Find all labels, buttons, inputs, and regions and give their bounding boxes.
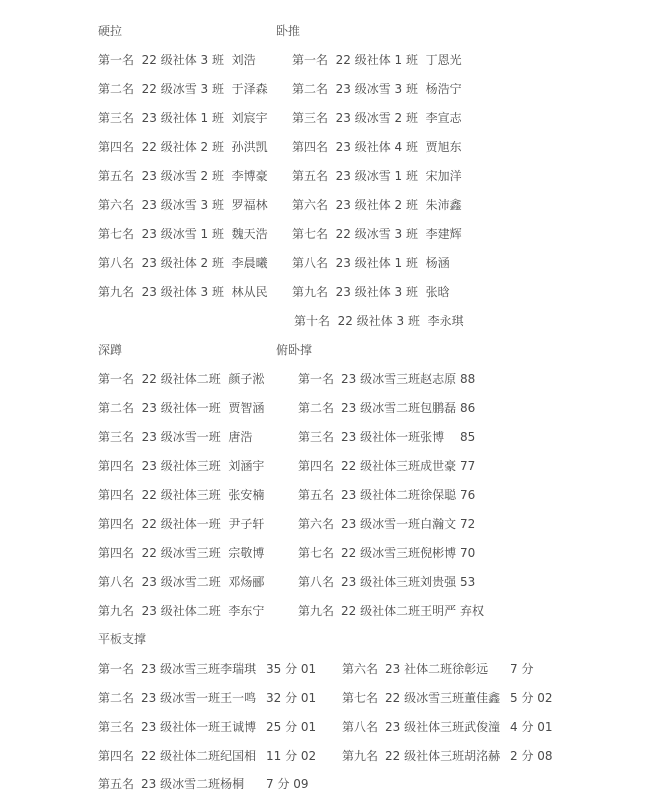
deadlift-row: 第九名 23 级社体 3 班 林从民 [98, 285, 268, 299]
plank-entry: 23 级社体一班王诚博 [141, 720, 257, 734]
plank-entry: 22 级社体三班胡洺赫 [385, 749, 501, 763]
squat-row: 第九名 23 级社体二班 李东宁 [98, 604, 265, 618]
plank-entry: 23 社体二班徐彰远 [385, 662, 489, 676]
deadlift-row: 第三名 23 级社体 1 班 刘宸宇 [98, 111, 268, 125]
plank-entry: 22 级冰雪三班董佳鑫 [385, 691, 501, 705]
plank-entry: 23 级社体三班武俊潼 [385, 720, 501, 734]
plank-rank: 第六名 [342, 662, 379, 676]
deadlift-row: 第四名 22 级社体 2 班 孙洪凯 [98, 140, 268, 154]
benchpress-row: 第六名 23 级社体 2 班 朱沛鑫 [292, 198, 462, 212]
plank-time: 32 分 01 [266, 691, 317, 705]
pushup-score: 88 [460, 372, 476, 386]
plank-rank: 第三名 [98, 720, 135, 734]
pushup-entry: 23 级冰雪一班白瀚文 [341, 517, 457, 531]
plank-entry: 23 级冰雪一班王一鸣 [141, 691, 257, 705]
plank-time: 7 分 09 [266, 777, 309, 791]
section-title-squat: 深蹲 [98, 343, 123, 357]
section-title-pushup: 俯卧撑 [276, 343, 313, 357]
pushup-rank: 第一名 [298, 372, 335, 386]
plank-entry: 23 级冰雪二班杨桐 [141, 777, 245, 791]
pushup-score: 76 [460, 488, 476, 502]
deadlift-row: 第五名 23 级冰雪 2 班 李博豪 [98, 169, 268, 183]
plank-rank: 第二名 [98, 691, 135, 705]
plank-time: 4 分 01 [510, 720, 553, 734]
plank-rank: 第一名 [98, 662, 135, 676]
pushup-rank: 第四名 [298, 459, 335, 473]
plank-time: 7 分 [510, 662, 534, 676]
plank-rank: 第七名 [342, 691, 379, 705]
plank-rank: 第八名 [342, 720, 379, 734]
plank-entry: 22 级社体二班纪国相 [141, 749, 257, 763]
pushup-score: 弃权 [460, 604, 485, 618]
pushup-entry: 22 级社体二班王明严 [341, 604, 457, 618]
pushup-score: 72 [460, 517, 476, 531]
pushup-score: 85 [460, 430, 476, 444]
squat-row: 第四名 23 级社体三班 刘涵宇 [98, 459, 265, 473]
pushup-entry: 23 级社体二班徐保聪 [341, 488, 457, 502]
deadlift-row: 第七名 23 级冰雪 1 班 魏天浩 [98, 227, 268, 241]
pushup-rank: 第八名 [298, 575, 335, 589]
benchpress-row: 第四名 23 级社体 4 班 贾旭东 [292, 140, 462, 154]
pushup-score: 86 [460, 401, 476, 415]
benchpress-row: 第七名 22 级冰雪 3 班 李建辉 [292, 227, 462, 241]
deadlift-row: 第八名 23 级社体 2 班 李晨曦 [98, 256, 268, 270]
pushup-entry: 22 级冰雪三班倪彬博 [341, 546, 457, 560]
pushup-rank: 第六名 [298, 517, 335, 531]
plank-time: 25 分 01 [266, 720, 317, 734]
squat-row: 第二名 23 级社体一班 贾智涵 [98, 401, 265, 415]
squat-row: 第一名 22 级社体二班 颜子淞 [98, 372, 265, 386]
deadlift-row: 第二名 22 级冰雪 3 班 于泽森 [98, 82, 268, 96]
pushup-rank: 第七名 [298, 546, 335, 560]
section-title-deadlift: 硬拉 [98, 24, 123, 38]
plank-rank: 第四名 [98, 749, 135, 763]
plank-time: 35 分 01 [266, 662, 317, 676]
squat-row: 第三名 23 级冰雪一班 唐浩 [98, 430, 253, 444]
plank-rank: 第九名 [342, 749, 379, 763]
pushup-rank: 第二名 [298, 401, 335, 415]
pushup-rank: 第九名 [298, 604, 335, 618]
benchpress-row: 第十名 22 级社体 3 班 李永琪 [294, 314, 464, 328]
plank-time: 11 分 02 [266, 749, 317, 763]
plank-time: 5 分 02 [510, 691, 553, 705]
pushup-rank: 第三名 [298, 430, 335, 444]
pushup-entry: 23 级社体一班张博 [341, 430, 445, 444]
pushup-entry: 23 级冰雪三班赵志原 [341, 372, 457, 386]
plank-time: 2 分 08 [510, 749, 553, 763]
squat-row: 第四名 22 级冰雪三班 宗敬博 [98, 546, 265, 560]
pushup-score: 77 [460, 459, 476, 473]
deadlift-row: 第一名 22 级社体 3 班 刘浩 [98, 53, 256, 67]
benchpress-row: 第九名 23 级社体 3 班 张晗 [292, 285, 450, 299]
benchpress-row: 第五名 23 级冰雪 1 班 宋加洋 [292, 169, 462, 183]
squat-row: 第四名 22 级社体一班 尹子轩 [98, 517, 265, 531]
section-title-plank: 平板支撑 [98, 632, 147, 646]
pushup-entry: 23 级社体三班刘贵强 [341, 575, 457, 589]
squat-row: 第四名 22 级社体三班 张安楠 [98, 488, 265, 502]
pushup-score: 70 [460, 546, 476, 560]
benchpress-row: 第八名 23 级社体 1 班 杨涵 [292, 256, 450, 270]
pushup-score: 53 [460, 575, 476, 589]
benchpress-row: 第三名 23 级冰雪 2 班 李宣志 [292, 111, 462, 125]
section-title-benchpress: 卧推 [276, 24, 301, 38]
plank-rank: 第五名 [98, 777, 135, 791]
pushup-rank: 第五名 [298, 488, 335, 502]
deadlift-row: 第六名 23 级冰雪 3 班 罗福林 [98, 198, 268, 212]
benchpress-row: 第一名 22 级社体 1 班 丁恩光 [292, 53, 462, 67]
benchpress-row: 第二名 23 级冰雪 3 班 杨浩宁 [292, 82, 462, 96]
squat-row: 第八名 23 级冰雪二班 邓炀郦 [98, 575, 265, 589]
pushup-entry: 22 级社体三班成世豪 [341, 459, 457, 473]
plank-entry: 23 级冰雪三班李瑞琪 [141, 662, 257, 676]
pushup-entry: 23 级冰雪二班包鹏磊 [341, 401, 457, 415]
